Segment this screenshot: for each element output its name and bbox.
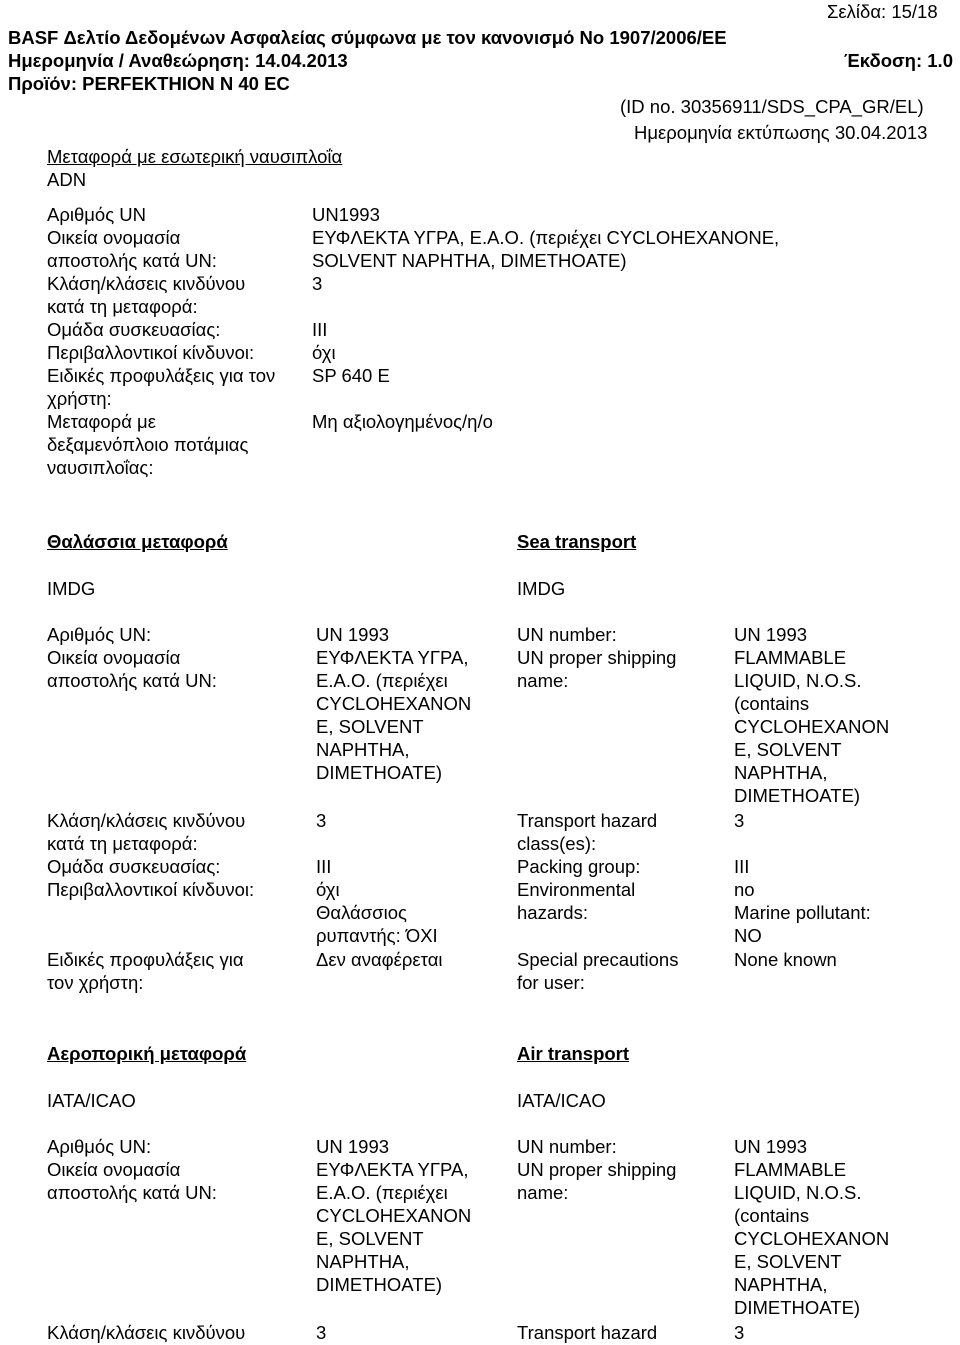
- sea-row-value-en: CYCLOHEXANON: [734, 716, 890, 737]
- adn-row-value: 3: [312, 273, 323, 294]
- sea-row-value-gr: ρυπαντής: ΌΧΙ: [316, 925, 438, 946]
- sea-row-value-gr: DIMETHOATE): [316, 762, 443, 783]
- sea-row-value-gr: NAPHTHA,: [316, 739, 410, 760]
- air-row-label-en: Transport hazard: [517, 1322, 658, 1343]
- sea-row-label-en: name:: [517, 670, 569, 691]
- air-code-gr: IATA/ICAO: [47, 1090, 136, 1111]
- sea-heading-gr: Θαλάσσια μεταφορά: [47, 531, 228, 552]
- sea-row-value-en: LIQUID, N.O.S.: [734, 670, 862, 691]
- adn-row-value: SOLVENT NAPHTHA, DIMETHOATE): [312, 250, 627, 271]
- sea-row-value-en: FLAMMABLE: [734, 647, 847, 668]
- adn-row-value: όχι: [312, 342, 336, 363]
- air-row-value-en: FLAMMABLE: [734, 1159, 847, 1180]
- sea-row-value-gr: E, SOLVENT: [316, 716, 424, 737]
- air-heading-gr: Αεροπορική μεταφορά: [47, 1043, 247, 1064]
- adn-code: ADN: [47, 169, 87, 190]
- adn-row-label: Ομάδα συσκευασίας:: [47, 319, 221, 340]
- air-row-value-en: CYCLOHEXANON: [734, 1228, 890, 1249]
- sea-row-label-gr: Περιβαλλοντικοί κίνδυνοι:: [47, 879, 255, 900]
- sea-row-label-en: UN number:: [517, 624, 617, 645]
- sea-row-label-en: class(es):: [517, 833, 597, 854]
- sea-row-value-gr: όχι: [316, 879, 340, 900]
- sea-row-value-en: NAPHTHA,: [734, 762, 828, 783]
- sea-row-value-en: NO: [734, 925, 762, 946]
- sea-row-value-en: III: [734, 856, 750, 877]
- sea-row-value-gr: ΕΥΦΛΕΚΤΑ ΥΓΡΑ,: [316, 647, 469, 668]
- air-code-en: IATA/ICAO: [517, 1090, 606, 1111]
- print-date: Ημερομηνία εκτύπωσης 30.04.2013: [634, 122, 928, 143]
- sea-row-label-gr: Οικεία ονομασία: [47, 647, 181, 668]
- air-row-value-gr: 3: [316, 1322, 327, 1343]
- sea-row-label-en: Transport hazard: [517, 810, 658, 831]
- sea-row-label-gr: τον χρήστη:: [47, 972, 144, 993]
- air-row-label-en: name:: [517, 1182, 569, 1203]
- revision-date: Ημερομηνία / Αναθεώρηση: 14.04.2013: [8, 50, 348, 71]
- air-row-label-gr: Οικεία ονομασία: [47, 1159, 181, 1180]
- sea-row-value-gr: 3: [316, 810, 327, 831]
- version: Έκδοση: 1.0: [844, 50, 953, 71]
- air-row-value-gr: DIMETHOATE): [316, 1274, 443, 1295]
- air-row-label-gr: αποστολής κατά UN:: [47, 1182, 217, 1203]
- sea-row-label-gr: αποστολής κατά UN:: [47, 670, 217, 691]
- air-row-value-gr: NAPHTHA,: [316, 1251, 410, 1272]
- sea-row-value-gr: CYCLOHEXANON: [316, 693, 472, 714]
- air-row-value-gr: E, SOLVENT: [316, 1228, 424, 1249]
- sea-row-value-en: DIMETHOATE): [734, 785, 861, 806]
- air-row-label-gr: Κλάση/κλάσεις κινδύνου: [47, 1322, 246, 1343]
- air-row-value-en: LIQUID, N.O.S.: [734, 1182, 862, 1203]
- adn-row-label: χρήστη:: [47, 388, 112, 409]
- sea-row-label-gr: Κλάση/κλάσεις κινδύνου: [47, 810, 246, 831]
- sea-row-label-en: hazards:: [517, 902, 588, 923]
- sea-row-value-en: None known: [734, 949, 837, 970]
- adn-row-label: Αριθμός UN: [47, 204, 146, 225]
- sea-row-value-en: no: [734, 879, 755, 900]
- product-line: [8, 72, 290, 95]
- sea-row-value-en: 3: [734, 810, 745, 831]
- air-row-value-en: E, SOLVENT: [734, 1251, 842, 1272]
- sea-row-value-en: (contains: [734, 693, 810, 714]
- sea-heading-en: Sea transport: [517, 531, 637, 552]
- product-label: Προϊόν:: [8, 73, 83, 94]
- adn-row-label: Ειδικές προφυλάξεις για τον: [47, 365, 276, 386]
- sea-row-label-gr: Αριθμός UN:: [47, 624, 152, 645]
- sea-row-label-en: UN proper shipping: [517, 647, 677, 668]
- air-row-label-gr: Αριθμός UN:: [47, 1136, 152, 1157]
- air-row-value-gr: Ε.Α.Ο. (περιέχει: [316, 1182, 448, 1203]
- adn-heading: Μεταφορά με εσωτερική ναυσιπλοΐα: [47, 146, 343, 167]
- sea-code-gr: IMDG: [47, 578, 96, 599]
- adn-row-label: Μεταφορά με: [47, 411, 156, 432]
- adn-row-label: Οικεία ονομασία: [47, 227, 181, 248]
- sea-row-value-gr: Θαλάσσιος: [316, 902, 407, 923]
- sea-code-en: IMDG: [517, 578, 566, 599]
- sea-row-label-en: for user:: [517, 972, 585, 993]
- adn-row-value: SP 640 E: [312, 365, 390, 386]
- sea-row-label-en: Packing group:: [517, 856, 641, 877]
- air-row-value-en: 3: [734, 1322, 745, 1343]
- sea-row-value-gr: Δεν αναφέρεται: [316, 949, 443, 970]
- air-row-value-en: (contains: [734, 1205, 810, 1226]
- document-id: (ID no. 30356911/SDS_CPA_GR/EL): [620, 96, 924, 117]
- adn-row-value: III: [312, 319, 328, 340]
- adn-row-value: UN1993: [312, 204, 380, 225]
- sea-row-label-en: Environmental: [517, 879, 636, 900]
- adn-row-value: Μη αξιολογημένος/η/ο: [312, 411, 493, 432]
- sea-row-label-en: Special precautions: [517, 949, 679, 970]
- sea-row-value-en: Marine pollutant:: [734, 902, 871, 923]
- air-row-value-gr: ΕΥΦΛΕΚΤΑ ΥΓΡΑ,: [316, 1159, 469, 1180]
- sea-row-label-gr: κατά τη μεταφορά:: [47, 833, 198, 854]
- adn-row-label: Περιβαλλοντικοί κίνδυνοι:: [47, 342, 255, 363]
- air-heading-en: Air transport: [517, 1043, 630, 1064]
- sea-row-value-gr: Ε.Α.Ο. (περιέχει: [316, 670, 448, 691]
- air-row-label-en: UN proper shipping: [517, 1159, 677, 1180]
- adn-row-label: ναυσιπλοΐας:: [47, 457, 154, 478]
- air-row-value-en: NAPHTHA,: [734, 1274, 828, 1295]
- air-row-value-gr: UN 1993: [316, 1136, 390, 1157]
- adn-row-label: Κλάση/κλάσεις κινδύνου: [47, 273, 246, 294]
- air-row-label-en: UN number:: [517, 1136, 617, 1157]
- sea-row-value-en: UN 1993: [734, 624, 808, 645]
- adn-row-label: αποστολής κατά UN:: [47, 250, 217, 271]
- product-name: PERFEKTHION N 40 EC: [82, 73, 290, 94]
- document-title: BASF Δελτίο Δεδομένων Ασφαλείας σύμφωνα με τον κανονισμό No 1907/2006/ΕΕ: [8, 27, 727, 48]
- air-row-value-en: UN 1993: [734, 1136, 808, 1157]
- adn-row-value: ΕΥΦΛΕΚΤΑ ΥΓΡΑ, Ε.Α.Ο. (περιέχει CYCLOHEXANONE,: [312, 227, 780, 248]
- sea-row-value-gr: UN 1993: [316, 624, 390, 645]
- air-row-value-gr: CYCLOHEXANON: [316, 1205, 472, 1226]
- adn-row-label: δεξαμενόπλοιο ποτάμιας: [47, 434, 249, 455]
- sea-row-label-gr: Ειδικές προφυλάξεις για: [47, 949, 244, 970]
- sea-row-value-gr: III: [316, 856, 332, 877]
- sea-row-value-en: E, SOLVENT: [734, 739, 842, 760]
- air-row-value-en: DIMETHOATE): [734, 1297, 861, 1318]
- sea-row-label-gr: Ομάδα συσκευασίας:: [47, 856, 221, 877]
- adn-row-label: κατά τη μεταφορά:: [47, 296, 198, 317]
- page-number: Σελίδα: 15/18: [827, 1, 938, 22]
